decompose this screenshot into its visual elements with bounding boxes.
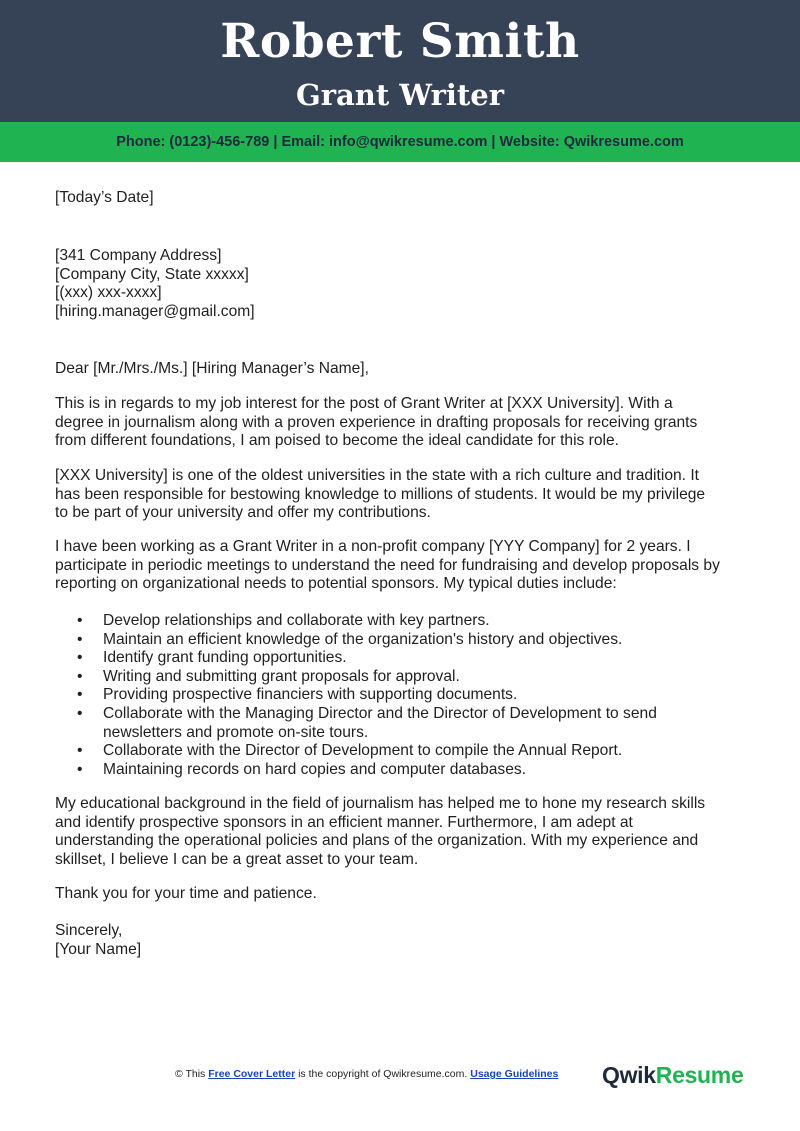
contact-website: Website: Qwikresume.com [499,134,684,150]
signoff-name: [Your Name] [55,940,142,958]
closing-thanks [55,885,755,904]
paragraph-2 [55,467,755,523]
list-item-text: Writing and submitting grant proposals for approval. [103,667,460,685]
paragraph-line: reporting on organizational needs to potential sponsors. My typical duties include: [55,575,617,593]
recipient-block [55,247,755,321]
contact-separator: | [269,134,282,150]
paragraph-1 [55,395,755,451]
paragraph-line: [XXX University] is one of the oldest universities in the state with a rich culture and tradition. It [55,467,699,484]
list-item [55,686,755,705]
bullet-icon: • [77,686,83,704]
bullet-icon: • [77,704,83,722]
list-item [55,742,755,761]
signoff-sincerely: Sincerely, [55,922,123,939]
contact-bar [0,122,800,162]
paragraph-line: from different foundations, I am poised to become the ideal candidate for this role. [55,432,620,450]
list-item-text: Providing prospective financiers with supporting documents. [103,686,518,704]
footer-copyright [175,1068,558,1080]
bullet-icon: • [77,630,83,648]
free-cover-letter-link[interactable]: Free Cover Letter [208,1068,296,1080]
bullet-icon: • [77,760,83,778]
paragraph-line: skillset, I believe I can be a great asset to your team. [55,850,419,868]
list-item [55,649,755,668]
bullet-icon: • [77,612,83,629]
date-line: [Today’s Date] [55,189,154,206]
qwikresume-logo[interactable] [602,1062,743,1089]
paragraph-4 [55,795,755,869]
list-item [55,612,755,631]
footer-prefix: © This [175,1068,209,1080]
paragraph-line: to be part of your university and offer my contributions. [55,504,431,522]
letter-date [55,189,755,208]
footer-middle: is the copyright of Qwikresume.com. [295,1068,471,1080]
list-item-text: Develop relationships and collaborate with key partners. [103,612,490,629]
list-item-text: newsletters and promote on-site tours. [103,723,369,741]
bullet-icon: • [77,742,83,760]
list-item [55,668,755,687]
duties-list [55,612,755,779]
recipient-email: [hiring.manager@gmail.com] [55,302,255,320]
list-item [55,631,755,650]
contact-separator: | [487,134,500,150]
list-item-text: Maintaining records on hard copies and computer databases. [103,760,527,778]
header-banner [0,0,800,122]
contact-email: Email: info@qwikresume.com [281,134,488,150]
list-item-text: Identify grant funding opportunities. [103,649,347,667]
paragraph-line: participate in periodic meetings to understand the need for fundraising and develop proposals by [55,556,720,574]
recipient-city: [Company City, State xxxxx] [55,265,249,283]
paragraph-line: has been responsible for bestowing knowledge to millions of students. It would be my privilege [55,485,706,503]
recipient-phone: [(xxx) xxx-xxxx] [55,284,162,302]
logo-part-qwik: Qwik [602,1062,656,1088]
salutation [55,360,755,379]
list-item [55,761,755,780]
candidate-name: Robert Smith [220,14,580,69]
signoff-block [55,922,755,959]
bullet-icon: • [77,667,83,685]
paragraph-line: This is in regards to my job interest for the post of Grant Writer at [XXX University]. With a [55,395,673,412]
paragraph-3 [55,538,755,594]
paragraph-line: degree in journalism along with a proven experience in drafting proposals for receiving grants [55,413,698,431]
logo-part-resume: Resume [655,1062,744,1088]
usage-guidelines-link[interactable]: Usage Guidelines [470,1068,559,1080]
salutation-line: Dear [Mr./Mrs./Ms.] [Hiring Manager’s Name], [55,360,369,377]
contact-phone: Phone: (0123)-456-789 [116,134,270,150]
recipient-address: [341 Company Address] [55,247,222,264]
paragraph-line: and identify prospective sponsors in an efficient manner. Furthermore, I am adept at [55,813,633,831]
paragraph-line: understanding the operational policies and plans of the organization. With my experience and [55,832,699,850]
paragraph-line: My educational background in the field of journalism has helped me to hone my research skills [55,795,706,812]
list-item-text: Collaborate with the Managing Director and the Director of Development to send [103,704,657,722]
list-item-text: Maintain an efficient knowledge of the organization's history and objectives. [103,630,623,648]
paragraph-line: I have been working as a Grant Writer in a non-profit company [YYY Company] for 2 years. I [55,538,691,555]
closing-line: Thank you for your time and patience. [55,885,317,902]
list-item-text: Collaborate with the Director of Development to compile the Annual Report. [103,742,623,760]
job-title: Grant Writer [295,78,505,112]
list-item [55,705,755,742]
bullet-icon: • [77,649,83,667]
